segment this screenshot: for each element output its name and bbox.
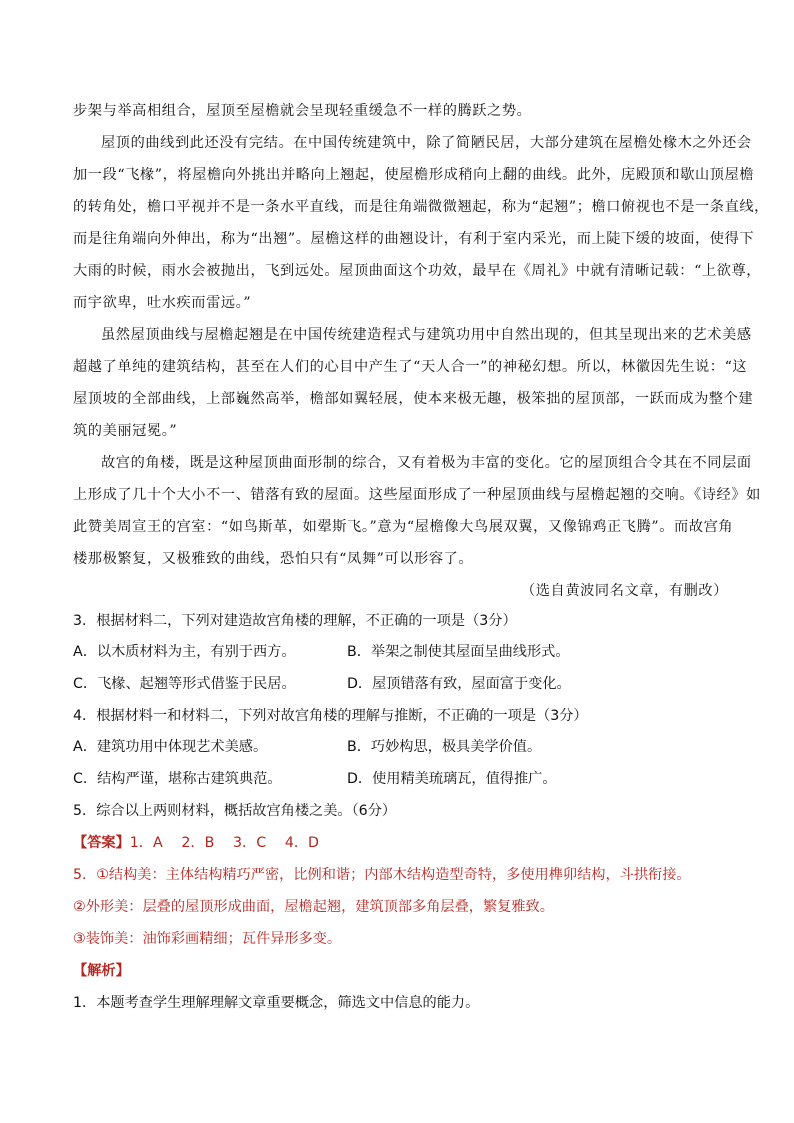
question-4-option-a: A．建筑功用中体现艺术美感。	[73, 739, 268, 755]
passage-line: 楼那极繁复，又极雅致的曲线，恐怕只有“凤舞”可以形容了。	[73, 551, 474, 567]
answer-label: 【答案】	[73, 835, 130, 851]
passage-line: 筑的美丽冠冕。”	[73, 423, 178, 439]
analysis-line: 1．本题考查学生理解理解文章重要概念，筛选文中信息的能力。	[73, 995, 480, 1011]
passage-line: 而宇欲卑，吐水疾而雷远。”	[73, 295, 252, 311]
passage-line: 屋顶坡的全部曲线，上部巍然高举，檐部如翼轻展，使本来极无趣，极笨拙的屋顶部，一跃而成为整个建	[73, 391, 754, 407]
passage-line: 大雨的时候，雨水会被抛出，飞到远处。屋顶曲面这个功效，最早在《周礼》中就有清晰记载：“上欲尊，	[73, 263, 762, 279]
question-3-option-b: B．举架之制使其屋面呈曲线形式。	[347, 644, 570, 660]
question-3-stem: 3．根据材料二，下列对建造故宫角楼的理解，不正确的一项是（3分）	[73, 613, 517, 629]
question-3-option-a: A．以木质材料为主，有别于西方。	[73, 644, 296, 660]
answer-mc: 1．A 2．B 3．C 4．D	[129, 835, 319, 851]
question-3-option-c: C．飞椽、起翘等形式借鉴于民居。	[73, 676, 296, 692]
question-4-option-c: C．结构严谨，堪称古建筑典范。	[73, 771, 282, 787]
passage-line: 步架与举高相组合，屋顶至屋檐就会呈现轻重缓急不一样的腾跃之势。	[73, 103, 532, 119]
question-4-option-d: D．使用精美琉璃瓦，值得推广。	[347, 771, 557, 787]
passage-line: 此赞美周宣王的宫室：“如鸟斯革，如翚斯飞。”意为“屋檐像大鸟展双翼，又像锦鸡正飞腾”。而故宫角	[73, 519, 734, 535]
passage-line: 而是往角端向外伸出，称为“出翘”。屋檐这样的曲翘设计，有利于室内采光，而上陡下缓的坡面，使得下	[73, 231, 755, 247]
question-4-stem: 4．根据材料一和材料二，下列对故宫角楼的理解与推断，不正确的一项是（3分）	[73, 708, 588, 724]
answer-q5-line: 5．①结构美：主体结构精巧严密，比例和谐；内部木结构造型奇特，多使用榫卯结构，斗拱衔接。	[73, 867, 691, 883]
question-3-option-d: D．屋顶错落有致，屋面富于变化。	[347, 676, 571, 692]
passage-line: 虽然屋顶曲线与屋檐起翘是在中国传统建造程式与建筑功用中自然出现的，但其呈现出来的艺术美感	[101, 327, 752, 343]
passage-line: 上形成了几十个大小不一、错落有致的屋面。这些屋面形成了一种屋顶曲线与屋檐起翘的交响。《诗经》如	[73, 487, 761, 503]
analysis-label: 【解析】	[73, 963, 130, 979]
question-4-option-b: B．巧妙构思，极具美学价值。	[347, 739, 542, 755]
passage-line: 的转角处，檐口平视并不是一条水平直线，而是往角端微微翘起，称为“起翘”；檐口俯视也不是一条直线，	[73, 199, 769, 215]
answer-q5-line: ②外形美：层叠的屋顶形成曲面，屋檐起翘，建筑顶部多角层叠，繁复雅致。	[73, 899, 554, 915]
passage-line: 屋顶的曲线到此还没有完结。在中国传统建筑中，除了简陋民居，大部分建筑在屋檐处椽木之外还会	[101, 135, 752, 151]
answer-q5-line: ③装饰美：油饰彩画精细；瓦件异形多变。	[73, 931, 342, 947]
passage-line: 超越了单纯的建筑结构，甚至在人们的心目中产生了“天人合一”的神秘幻想。所以，林徽因先生说：“这	[73, 359, 748, 375]
passage-line: 加一段“飞椽”，将屋檐向外挑出并略向上翘起，使屋檐形成稍向上翻的曲线。此外，庑殿顶和歇山顶屋檐	[73, 167, 755, 183]
passage-source: （选自黄波同名文章，有删改）	[520, 583, 728, 599]
answer-block	[73, 833, 319, 853]
passage-line: 故宫的角楼，既是这种屋顶曲面形制的综合，又有着极为丰富的变化。它的屋顶组合令其在不同层面	[101, 455, 752, 471]
question-5-stem: 5．综合以上两则材料，概括故宫角楼之美。（6分）	[73, 803, 397, 819]
